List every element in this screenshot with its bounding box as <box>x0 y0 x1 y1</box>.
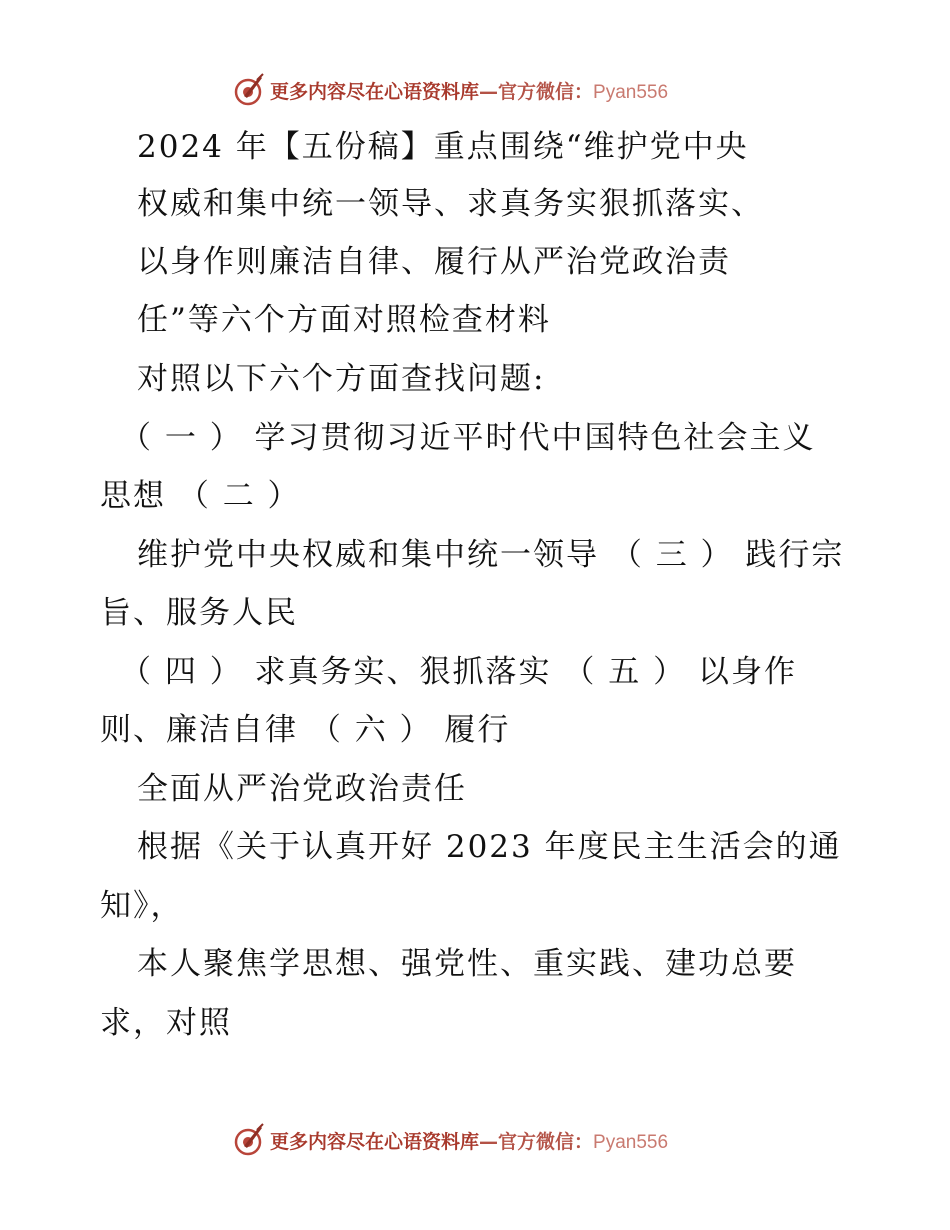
body-line-3: 思想 （ 二 ） <box>100 478 301 514</box>
body-line-11: 本人聚焦学思想、强党性、重实践、建功总要 <box>137 946 797 982</box>
footer-watermark-banner <box>230 1120 668 1160</box>
footer-banner-text <box>270 1127 668 1154</box>
header-wechat-label: 官方微信： <box>498 80 594 103</box>
body-line-5: 旨、服务人民 <box>100 595 298 631</box>
header-dash: — <box>479 80 499 103</box>
footer-dash: — <box>479 1130 499 1153</box>
header-library-text: 更多内容尽在心语资料库 <box>270 80 480 103</box>
title-line-2: 权威和集中统一领导、求真务实狠抓落实、 <box>137 186 764 222</box>
footer-library-text: 更多内容尽在心语资料库 <box>270 1130 480 1153</box>
title-line-1: 2024 年【五份稿】重点围绕“维护党中央 <box>137 129 749 165</box>
body-line-9: 根据《关于认真开好 2023 年度民主生活会的通 <box>137 829 842 865</box>
body-line-8: 全面从严治党政治责任 <box>137 771 467 807</box>
quill-logo-icon <box>230 1122 266 1158</box>
footer-wechat-label: 官方微信： <box>498 1130 594 1153</box>
body-line-7: 则、廉洁自律 （ 六 ） 履行 <box>100 712 511 748</box>
body-line-12: 求，对照 <box>100 1005 232 1041</box>
title-line-4: 任”等六个方面对照检查材料 <box>137 302 551 338</box>
body-line-2: （ 一 ） 学习贯彻习近平时代中国特色社会主义 <box>120 420 816 456</box>
body-line-6: （ 四 ） 求真务实、狠抓落实 （ 五 ） 以身作 <box>120 654 797 690</box>
body-line-10: 知》， <box>100 888 184 924</box>
title-line-3: 以身作则廉洁自律、履行从严治党政治责 <box>137 244 731 280</box>
header-wechat-id: Pyan556 <box>593 81 669 103</box>
body-line-1: 对照以下六个方面查找问题: <box>137 361 546 397</box>
body-line-4: 维护党中央权威和集中统一领导 （ 三 ） 践行宗 <box>137 537 845 573</box>
footer-wechat-id: Pyan556 <box>593 1131 669 1153</box>
